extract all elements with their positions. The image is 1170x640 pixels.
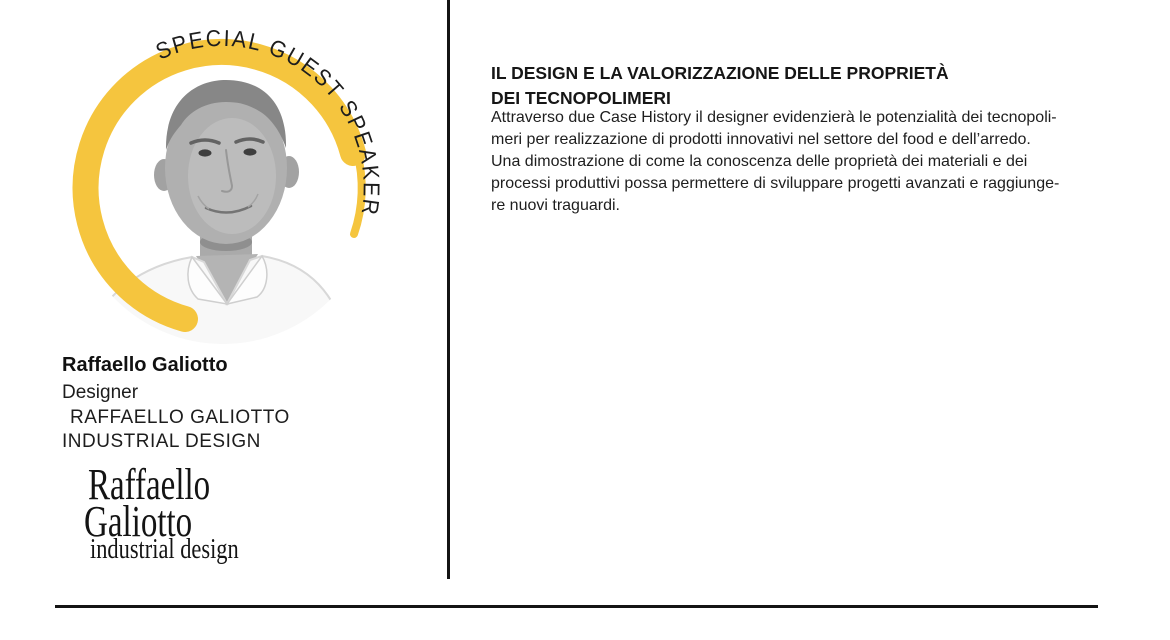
abstract-line: meri per realizzazione di prodotti innovativi nel settore del food e dell’arredo. (491, 131, 1031, 148)
special-guest-speaker-label: SPECIAL GUEST SPEAKER (151, 24, 385, 220)
session-abstract (491, 107, 1059, 217)
session-title-line2: DEI TECNOPOLIMERI (491, 88, 671, 108)
speaker-role: Designer (62, 382, 139, 403)
abstract-line: Una dimostrazione di come la conoscenza delle proprietà dei materiali e dei (491, 153, 1028, 170)
speaker-studio-line2: INDUSTRIAL DESIGN (62, 431, 261, 452)
abstract-line: processi produttivi possa permettere di sviluppare progetti avanzati e raggiunge- (491, 175, 1060, 192)
abstract-line: re nuovi traguardi. (491, 197, 620, 214)
session-title-line1: IL DESIGN E LA VALORIZZAZIONE DELLE PROPRIETÀ (491, 63, 949, 83)
bottom-rule (55, 605, 1098, 608)
speaker-name: Raffaello Galiotto (62, 354, 228, 376)
speaker-hero (30, 10, 420, 350)
vertical-divider (447, 0, 450, 579)
logo-tagline: industrial design (90, 534, 239, 565)
abstract-line: Attraverso due Case History il designer evidenzierà le potenzialità dei tecnopoli- (491, 109, 1057, 126)
logo-wordmark-line2: Galiotto (84, 497, 193, 546)
logo-wordmark-line1: Raffaello (88, 460, 211, 509)
speaker-studio-line1: RAFFAELLO GALIOTTO (70, 407, 290, 428)
session-title (491, 61, 949, 111)
